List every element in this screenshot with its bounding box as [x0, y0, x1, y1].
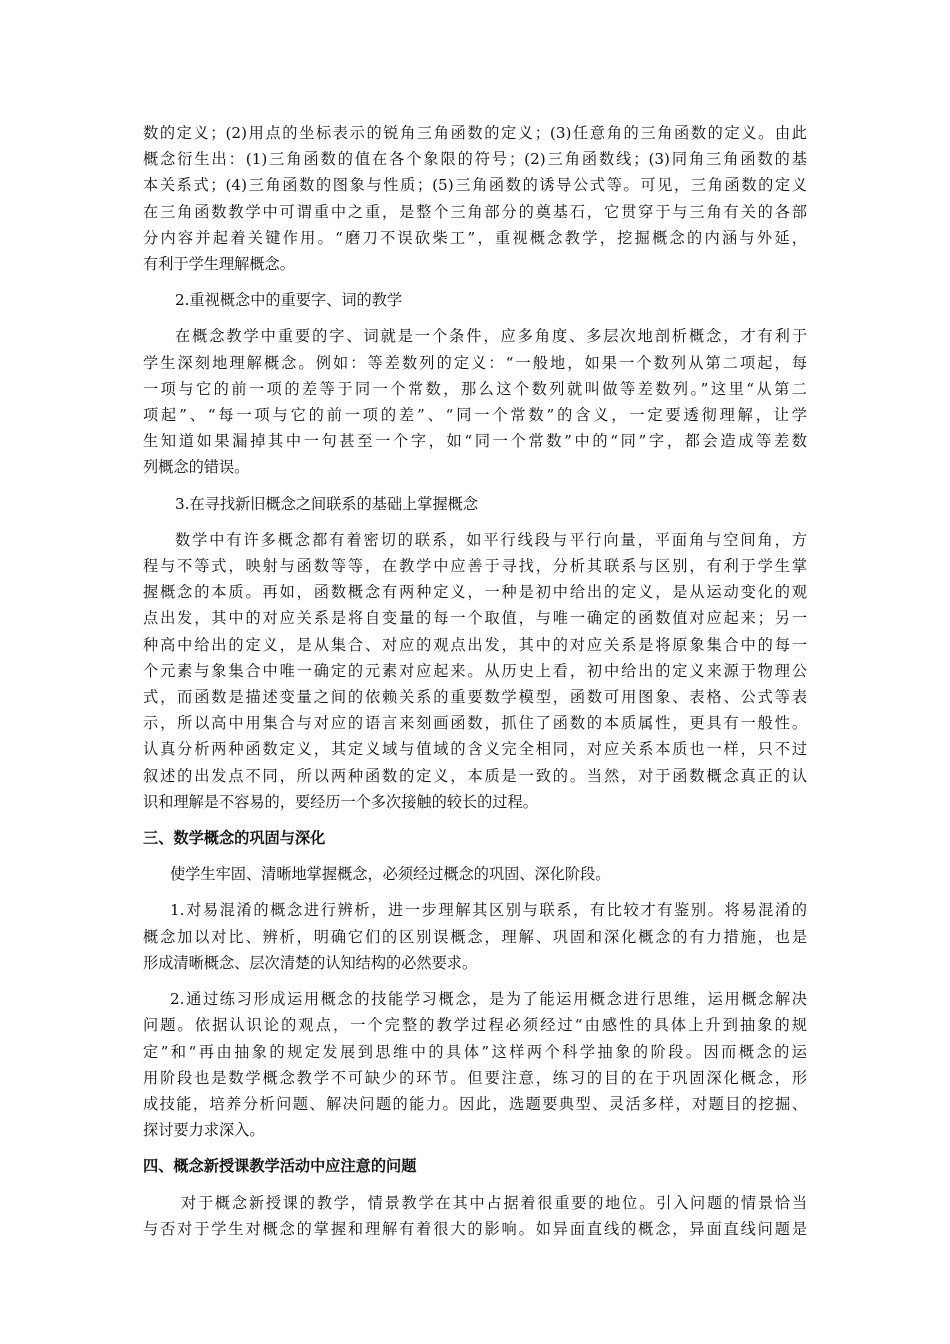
text-line: 形成清晰概念、层次清楚的认知结构的必然要求。 — [143, 953, 478, 972]
text-line: 分内容并起着关键作用。“磨刀不误砍柴工”，重视概念教学，挖掘概念的内涵与外延， — [143, 228, 807, 247]
text-line: 项起”、“每一项与它的前一项的差”、“同一个常数”的含义，一定要透彻理解，让学 — [143, 406, 807, 425]
text-line: 概念衍生出：(1)三角函数的值在各个象限的符号；(2)三角函数线；(3)同角三角函数的基 — [143, 150, 807, 169]
text-line: 一项与它的前一项的差等于同一个常数，那么这个数列就叫做等差数列。”这里“从第二 — [143, 379, 807, 398]
text-line: 问题。依据认识论的观点，一个完整的教学过程必须经过“由感性的具体上升到抽象的规 — [143, 1016, 807, 1035]
text-line: 点出发，其中的对应关系是将自变量的每一个取值，与唯一确定的函数值对应起来；另一 — [143, 609, 807, 628]
text-line: 与否对于学生对概念的掌握和理解有着很大的影响。如异面直线的概念，异面直线问题是 — [143, 1219, 807, 1238]
text-line: 在三角函数教学中可谓重中之重，是整个三角部分的奠基石，它贯穿于与三角有关的各部 — [143, 202, 807, 221]
text-line: 1.对易混淆的概念进行辨析，进一步理解其区别与联系，有比较才有鉴别。将易混淆的 — [170, 901, 807, 920]
text-line: 对于概念新授课的教学，情景教学在其中占据着很重要的地位。引入问题的情景恰当 — [181, 1193, 807, 1212]
text-line: 数学中有许多概念都有着密切的联系，如平行线段与平行向量，平面角与空间角，方 — [175, 530, 807, 549]
text-line: 有利于学生理解概念。 — [143, 255, 295, 274]
paragraph-consolidation: 使学生牢固、清晰地掌握概念，必须经过概念的巩固、深化阶段。 — [170, 865, 611, 884]
text-line: 学生深刻地理解概念。例如：等差数列的定义：“一般地，如果一个数列从第二项起，每 — [143, 353, 807, 372]
paragraph-concept-links — [143, 527, 807, 815]
subheading-2: 2.重视概念中的重要字、词的教学 — [175, 291, 403, 310]
subheading-3: 3.在寻找新旧概念之间联系的基础上掌握概念 — [175, 494, 479, 513]
text-line: 列概念的错误。 — [143, 458, 250, 477]
text-line: 示，所以高中用集合与对应的语言来刻画函数，抓住了函数的本质属性，更具有一般性。 — [143, 714, 807, 733]
text-line: 2.通过练习形成运用概念的技能学习概念，是为了能运用概念进行思维，运用概念解决 — [170, 990, 807, 1009]
text-line: 程与不等式，映射与函数等等，在教学中应善于寻找，分析其联系与区别，有利于学生掌 — [143, 557, 807, 576]
text-line: 个元素与象集合中唯一确定的元素对应起来。从历史上看，初中给出的定义来源于物理公 — [143, 661, 807, 680]
text-line: 握概念的本质。再如，函数概念有两种定义，一种是初中给出的定义，是从运动变化的观 — [143, 583, 807, 602]
text-line: 叙述的出发点不同，所以两种函数的定义，本质是一致的。当然，对于函数概念真正的认 — [143, 766, 807, 785]
text-line: 生知道如果漏掉其中一句甚至一个字，如“同一个常数”中的“同”字，都会造成等差数 — [143, 432, 807, 451]
text-line: 数的定义；(2)用点的坐标表示的锐角三角函数的定义；(3)任意角的三角函数的定义。由此 — [143, 124, 807, 142]
text-line: 识和理解是不容易的，要经历一个多次接触的较长的过程。 — [143, 792, 538, 811]
text-line: 定”和“再由抽象的规定发展到思维中的具体”这样两个科学抽象的阶段。因而概念的运 — [143, 1042, 807, 1061]
text-line: 成技能，培养分析问题、解决问题的能力。因此，选题要典型、灵活多样，对题目的挖掘、 — [143, 1094, 807, 1113]
text-line: 概念加以对比、辨析，明确它们的区别误概念，理解、巩固和深化概念的有力措施，也是 — [143, 927, 807, 946]
text-line: 探讨要力求深入。 — [143, 1121, 265, 1140]
text-line: 在概念教学中重要的字、词就是一个条件，应多角度、多层次地剖析概念，才有利于 — [175, 327, 807, 346]
section-heading-4: 四、概念新授课教学活动中应注意的问题 — [143, 1157, 417, 1176]
text-line: 种高中给出的定义，是从集合、对应的观点出发，其中的对应关系是将原象集合中的每一 — [143, 635, 807, 654]
text-line: 本关系式；(4)三角函数的图象与性质；(5)三角函数的诱导公式等。可见，三角函数的定义 — [143, 176, 807, 195]
paragraph-compare-concepts — [143, 897, 807, 976]
paragraph-new-lesson — [143, 1190, 807, 1242]
text-line: 用阶段也是数学概念教学不可缺少的环节。但要注意，练习的目的在于巩固深化概念，形 — [143, 1068, 807, 1087]
paragraph-trig-definitions — [143, 120, 807, 277]
paragraph-practice-skills — [143, 986, 807, 1143]
document-body — [143, 120, 807, 1242]
text-line: 认真分析两种函数定义，其定义域与值域的含义完全相同，对应关系本质也一样，只不过 — [143, 740, 807, 759]
text-line: 式，而函数是描述变量之间的依赖关系的重要数学模型，函数可用图象、表格、公式等表 — [143, 688, 807, 707]
section-heading-3: 三、数学概念的巩固与深化 — [143, 829, 326, 848]
paragraph-key-words — [143, 323, 807, 480]
